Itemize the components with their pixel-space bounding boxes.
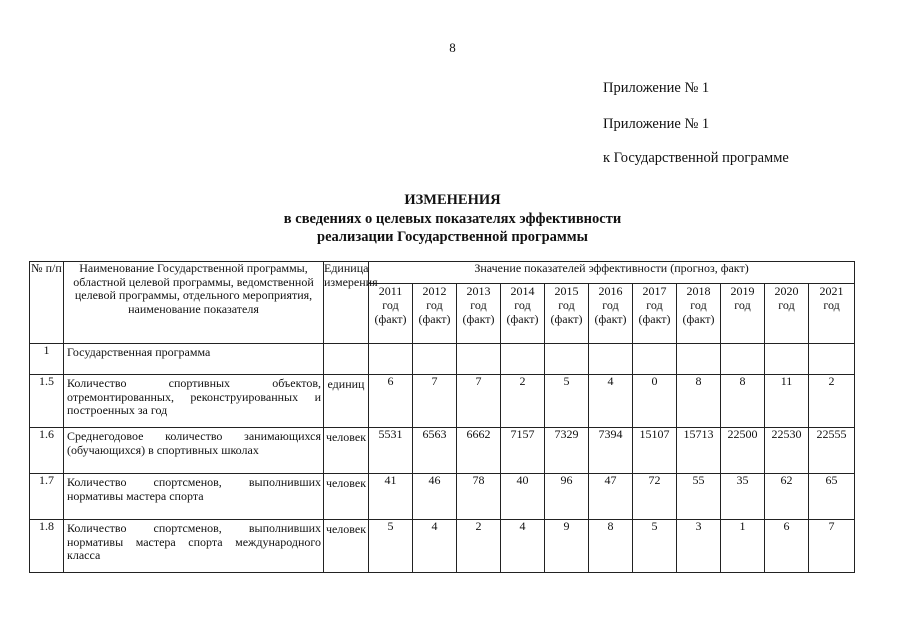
row-value-2020: 11	[765, 375, 809, 428]
row-value-2012: 7	[413, 375, 457, 428]
header-year-year: 2012	[422, 284, 447, 298]
header-year-note: (факт)	[374, 312, 407, 326]
header-year-2016	[589, 284, 633, 344]
appendix-line-2: Приложение № 1	[603, 116, 710, 132]
row-unit: человек	[324, 474, 369, 520]
row-unit: единиц	[324, 375, 369, 428]
row-value-2018: 55	[677, 474, 721, 520]
header-year-year: 2016	[598, 284, 623, 298]
header-year-year: 2020	[774, 284, 799, 298]
document-title: ИЗМЕНЕНИЯ	[404, 192, 501, 208]
header-year-year: 2019	[730, 284, 755, 298]
row-value-2021: 2	[809, 375, 855, 428]
table-row	[30, 520, 855, 573]
row-value-2013: 7	[457, 375, 501, 428]
row-value-2018: 15713	[677, 428, 721, 474]
header-year-2018	[677, 284, 721, 344]
row-value-2017	[633, 344, 677, 375]
table-row	[30, 428, 855, 474]
table-row	[30, 344, 855, 375]
header-num: № п/п	[30, 262, 64, 344]
header-year-2021	[809, 284, 855, 344]
row-value-2016: 8	[589, 520, 633, 573]
header-year-suffix: год	[558, 298, 575, 312]
row-value-2011: 5531	[369, 428, 413, 474]
row-value-2017: 0	[633, 375, 677, 428]
appendix-line-3: к Государственной программе	[603, 150, 789, 166]
row-number: 1.7	[30, 474, 64, 520]
header-year-2020	[765, 284, 809, 344]
header-year-2015	[545, 284, 589, 344]
document-subtitle-1: в сведениях о целевых показателях эффективности	[283, 211, 622, 227]
row-value-2018	[677, 344, 721, 375]
header-year-year: 2014	[510, 284, 535, 298]
header-values-group: Значение показателей эффективности (прогноз, факт)	[369, 262, 855, 284]
row-value-2016: 7394	[589, 428, 633, 474]
header-year-year: 2018	[686, 284, 711, 298]
header-year-suffix: год	[602, 298, 619, 312]
row-value-2015: 9	[545, 520, 589, 573]
row-number: 1	[30, 344, 64, 375]
header-name: Наименование Государственной программы, областной целевой программы, ведомственной целевой программы, отдельного мероприятия, наименование показателя	[64, 262, 324, 344]
row-value-2014: 4	[501, 520, 545, 573]
row-indicator-name: Количество спортсменов, выполнивших нормативы мастера спорта международного класса	[64, 520, 324, 573]
row-value-2013	[457, 344, 501, 375]
header-year-year: 2021	[819, 284, 844, 298]
row-value-2021: 7	[809, 520, 855, 573]
header-year-note: (факт)	[682, 312, 715, 326]
row-value-2015: 5	[545, 375, 589, 428]
header-year-suffix: год	[778, 298, 795, 312]
row-value-2021: 65	[809, 474, 855, 520]
row-value-2019: 35	[721, 474, 765, 520]
row-indicator-name: Государственная программа	[64, 344, 324, 375]
header-year-year: 2017	[642, 284, 667, 298]
header-year-2011	[369, 284, 413, 344]
row-value-2016: 47	[589, 474, 633, 520]
row-value-2019	[721, 344, 765, 375]
header-year-2013	[457, 284, 501, 344]
row-value-2012: 46	[413, 474, 457, 520]
row-value-2012: 4	[413, 520, 457, 573]
row-value-2011: 41	[369, 474, 413, 520]
page-number: 8	[449, 40, 456, 55]
row-value-2020	[765, 344, 809, 375]
row-indicator-name: Количество спортивных объектов, отремонтированных, реконструированных и построенных за год	[64, 375, 324, 428]
indicators-table	[29, 261, 855, 573]
row-value-2011: 6	[369, 375, 413, 428]
row-value-2015: 7329	[545, 428, 589, 474]
row-value-2012: 6563	[413, 428, 457, 474]
header-year-note: (факт)	[462, 312, 495, 326]
row-value-2021: 22555	[809, 428, 855, 474]
header-year-note: (факт)	[550, 312, 583, 326]
header-year-suffix: год	[470, 298, 487, 312]
header-year-2017	[633, 284, 677, 344]
row-value-2013: 78	[457, 474, 501, 520]
row-value-2017: 72	[633, 474, 677, 520]
row-value-2011	[369, 344, 413, 375]
row-value-2017: 15107	[633, 428, 677, 474]
row-unit	[324, 344, 369, 375]
header-year-suffix: год	[382, 298, 399, 312]
row-value-2014: 40	[501, 474, 545, 520]
header-unit: Единица измерения	[324, 262, 369, 344]
row-indicator-name: Среднегодовое количество занимающихся (обучающихся) в спортивных школах	[64, 428, 324, 474]
table-row	[30, 474, 855, 520]
header-row-1	[30, 262, 855, 284]
header-year-year: 2011	[378, 284, 403, 298]
row-value-2020: 62	[765, 474, 809, 520]
row-value-2020: 22530	[765, 428, 809, 474]
header-year-note: (факт)	[638, 312, 671, 326]
header-year-2012	[413, 284, 457, 344]
row-number: 1.8	[30, 520, 64, 573]
row-indicator-name: Количество спортсменов, выполнивших нормативы мастера спорта	[64, 474, 324, 520]
header-year-suffix: год	[690, 298, 707, 312]
row-value-2019: 1	[721, 520, 765, 573]
row-number: 1.6	[30, 428, 64, 474]
header-year-suffix: год	[734, 298, 751, 312]
row-value-2012	[413, 344, 457, 375]
document-subtitle-2: реализации Государственной программы	[317, 229, 588, 245]
row-value-2013: 2	[457, 520, 501, 573]
row-value-2011: 5	[369, 520, 413, 573]
header-year-2014	[501, 284, 545, 344]
row-value-2014: 7157	[501, 428, 545, 474]
row-value-2018: 3	[677, 520, 721, 573]
row-value-2014	[501, 344, 545, 375]
header-year-note: (факт)	[506, 312, 539, 326]
header-year-note: (факт)	[418, 312, 451, 326]
header-year-note: (факт)	[594, 312, 627, 326]
row-value-2016	[589, 344, 633, 375]
header-year-suffix: год	[646, 298, 663, 312]
header-year-year: 2015	[554, 284, 579, 298]
row-value-2019: 8	[721, 375, 765, 428]
header-year-suffix: год	[514, 298, 531, 312]
appendix-line-1: Приложение № 1	[603, 80, 710, 96]
row-value-2020: 6	[765, 520, 809, 573]
row-value-2016: 4	[589, 375, 633, 428]
table-row	[30, 375, 855, 428]
row-value-2015: 96	[545, 474, 589, 520]
row-unit: человек	[324, 520, 369, 573]
row-value-2019: 22500	[721, 428, 765, 474]
header-year-suffix: год	[426, 298, 443, 312]
row-value-2015	[545, 344, 589, 375]
row-value-2018: 8	[677, 375, 721, 428]
row-number: 1.5	[30, 375, 64, 428]
row-value-2013: 6662	[457, 428, 501, 474]
header-year-2019	[721, 284, 765, 344]
row-unit: человек	[324, 428, 369, 474]
header-year-suffix: год	[823, 298, 840, 312]
row-value-2014: 2	[501, 375, 545, 428]
header-year-year: 2013	[466, 284, 491, 298]
row-value-2021	[809, 344, 855, 375]
row-value-2017: 5	[633, 520, 677, 573]
